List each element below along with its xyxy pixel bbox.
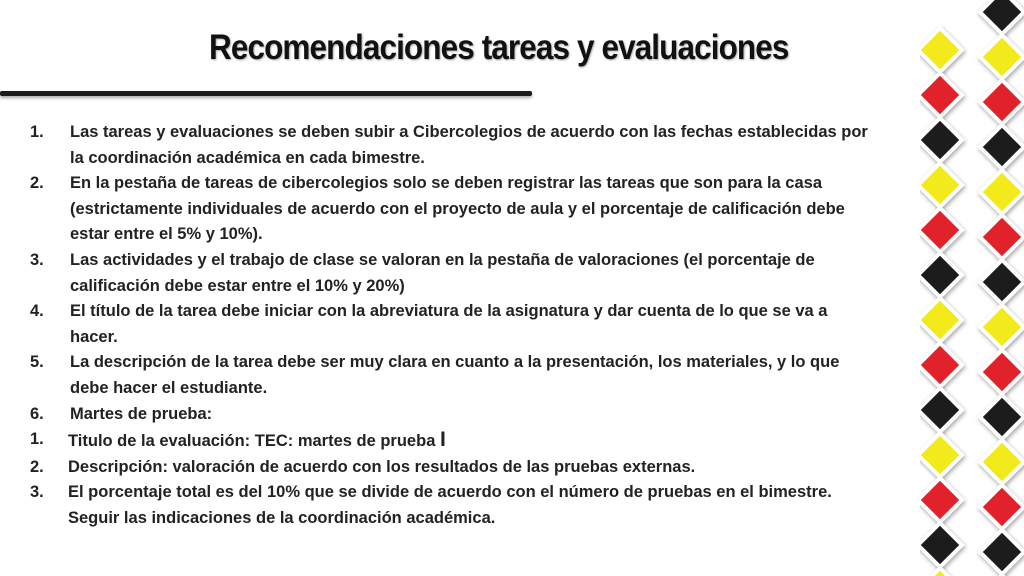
black-diamond-shape bbox=[980, 260, 1024, 304]
sublist-item-number: 3. bbox=[30, 483, 44, 502]
black-diamond-shape bbox=[920, 523, 962, 567]
yellow-diamond-shape bbox=[980, 440, 1024, 484]
red-diamond-shape bbox=[920, 478, 962, 522]
sublist-item-number: 2. bbox=[30, 457, 44, 476]
sublist-item-text: El porcentaje total es del 10% que se divide de acuerdo con el número de pruebas en el bimestre. Seguir las indicaciones de la coordinación académica. bbox=[68, 483, 832, 527]
list-item bbox=[30, 350, 870, 401]
black-diamond-shape bbox=[920, 118, 962, 162]
list-item-text: Martes de prueba: bbox=[70, 404, 213, 423]
slide-body bbox=[30, 120, 870, 532]
yellow-diamond-shape bbox=[980, 35, 1024, 79]
black-diamond-shape bbox=[920, 253, 962, 297]
sublist-item-suffix: I bbox=[439, 428, 446, 452]
red-diamond-shape bbox=[980, 215, 1024, 259]
list-item-number: 6. bbox=[30, 404, 44, 423]
yellow-diamond-shape bbox=[920, 433, 962, 477]
red-diamond-shape bbox=[980, 485, 1024, 529]
title-underline bbox=[0, 91, 532, 96]
sublist-item-text: Descripción: valoración de acuerdo con los resultados de las pruebas externas. bbox=[68, 457, 696, 476]
red-diamond-shape bbox=[920, 73, 962, 117]
yellow-diamond-shape bbox=[980, 305, 1024, 349]
recommendations-list bbox=[30, 120, 870, 427]
list-item-number: 3. bbox=[30, 250, 44, 269]
red-diamond-shape bbox=[920, 208, 962, 252]
black-diamond-shape bbox=[980, 395, 1024, 439]
test-tuesday-sublist bbox=[30, 427, 870, 531]
red-diamond-shape bbox=[920, 343, 962, 387]
sublist-item bbox=[30, 455, 870, 481]
black-diamond-shape bbox=[980, 530, 1024, 574]
list-item bbox=[30, 171, 870, 248]
list-item bbox=[30, 299, 870, 350]
list-item-text: El título de la tarea debe iniciar con la abreviatura de la asignatura y dar cuenta de lo que se va a hacer. bbox=[70, 302, 828, 346]
list-item-number: 1. bbox=[30, 123, 44, 141]
sublist-item-number: 1. bbox=[30, 430, 44, 449]
black-diamond-shape bbox=[980, 0, 1024, 34]
sublist-item-text: Titulo de la evaluación: TEC: martes de prueba bbox=[68, 432, 440, 451]
sublist-item bbox=[30, 427, 870, 455]
list-item bbox=[30, 402, 870, 428]
list-item-text: Las tareas y evaluaciones se deben subir a Cibercolegios de acuerdo con las fechas establecidas por la coordinación académica en cada bimestre. bbox=[70, 123, 868, 167]
diamond-pattern-decoration bbox=[920, 0, 1024, 576]
list-item-text: En la pestaña de tareas de cibercolegios solo se deben registrar las tareas que son para la casa (estrictamente individuales de acuerdo con el proyecto de aula y el porcentaje de calificación debe estar entre el 5% y 10%). bbox=[70, 174, 845, 244]
list-item bbox=[30, 248, 870, 299]
red-diamond-shape bbox=[980, 350, 1024, 394]
slide-title: Recomendaciones tareas y evaluaciones bbox=[209, 28, 789, 67]
yellow-diamond-shape bbox=[920, 298, 962, 342]
yellow-diamond-shape bbox=[980, 170, 1024, 214]
sublist-item bbox=[30, 480, 870, 531]
list-item-number: 4. bbox=[30, 302, 44, 321]
yellow-diamond-shape bbox=[920, 163, 962, 207]
list-item-text: Las actividades y el trabajo de clase se valoran en la pestaña de valoraciones (el porcentaje de calificación debe estar entre el 10% y 20%) bbox=[70, 250, 815, 295]
yellow-diamond-shape bbox=[920, 28, 962, 72]
list-item-number: 5. bbox=[30, 353, 44, 372]
black-diamond-shape bbox=[980, 125, 1024, 169]
yellow-diamond-shape bbox=[920, 568, 962, 576]
list-item bbox=[30, 120, 870, 171]
black-diamond-shape bbox=[920, 388, 962, 432]
red-diamond-shape bbox=[980, 80, 1024, 124]
list-item-text: La descripción de la tarea debe ser muy clara en cuanto a la presentación, los materiales, y lo que debe hacer el estudiante. bbox=[70, 353, 840, 397]
list-item-number: 2. bbox=[30, 174, 44, 193]
